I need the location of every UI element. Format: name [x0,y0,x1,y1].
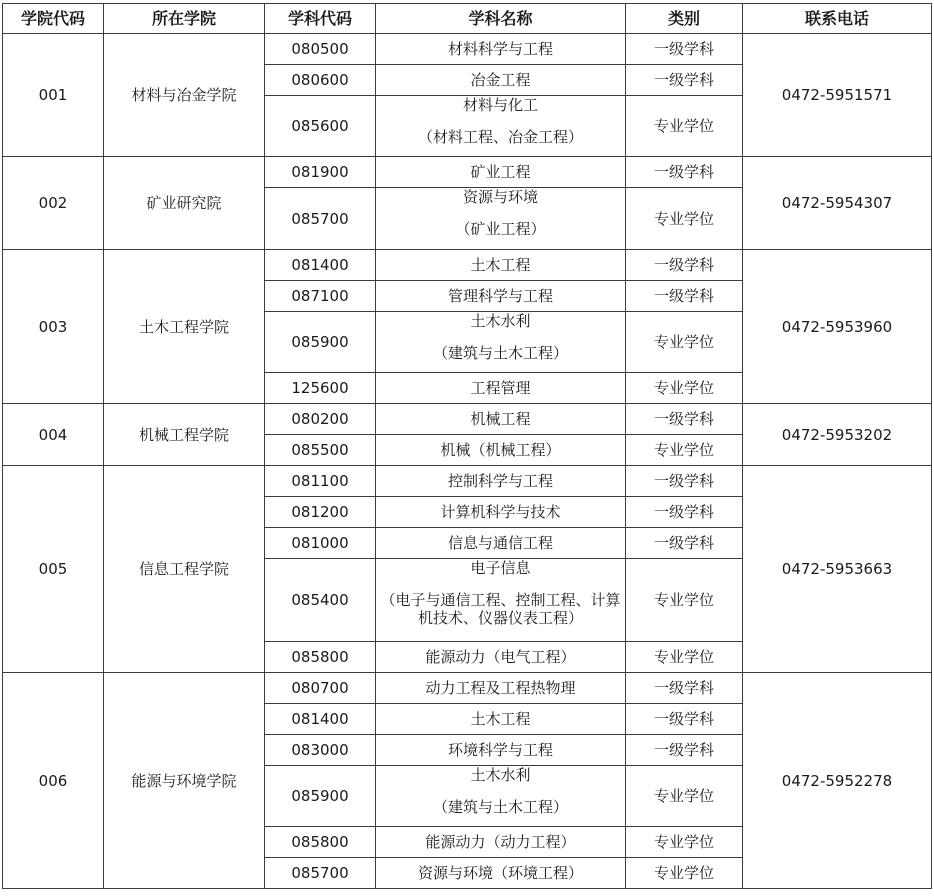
subject-category: 专业学位 [626,435,743,466]
subject-name-cell [376,96,626,157]
college-code: 003 [3,250,104,404]
subject-category: 一级学科 [626,34,743,65]
subject-name-cell [376,34,626,65]
subject-code: 080600 [265,65,376,96]
header-row [3,4,932,34]
subject-name: 能源动力（动力工程） [425,833,576,851]
subject-name-cell [376,188,626,250]
subject-name: 材料与化工 [462,96,538,114]
subject-name-cell [376,704,626,735]
subject-code: 125600 [265,373,376,404]
subject-code: 087100 [265,281,376,312]
subject-code: 081100 [265,466,376,497]
subject-name: 资源与环境（环境工程） [417,864,583,882]
subject-category: 专业学位 [626,642,743,673]
subject-detail: （材料工程、冶金工程） [417,128,583,146]
subject-code: 085700 [265,188,376,250]
subject-category: 专业学位 [626,188,743,250]
college-code: 006 [3,673,104,889]
subject-code: 081400 [265,250,376,281]
subject-name-cell [376,673,626,704]
subject-category: 一级学科 [626,735,743,766]
subject-name: 材料科学与工程 [447,40,553,58]
subject-detail: （建筑与土木工程） [432,344,568,362]
college-name: 信息工程学院 [104,466,265,673]
subject-category: 一级学科 [626,704,743,735]
subject-name-cell [376,497,626,528]
subject-name: 土木工程 [470,256,531,274]
subject-code: 085800 [265,827,376,858]
subject-code: 085400 [265,559,376,642]
subject-name: 环境科学与工程 [447,741,553,759]
table-body [3,34,932,889]
college-phone: 0472-5951571 [743,34,932,157]
subject-name: 土木水利 [470,766,531,784]
subject-name: 能源动力（电气工程） [425,648,576,666]
subject-name-cell [376,435,626,466]
subject-detail: （矿业工程） [455,220,546,238]
header-college-name: 所在学院 [104,4,265,34]
subject-name-cell [376,528,626,559]
college-phone: 0472-5953960 [743,250,932,404]
subject-category: 一级学科 [626,673,743,704]
header-college-code: 学院代码 [3,4,104,34]
subject-category: 一级学科 [626,466,743,497]
subject-name-cell [376,827,626,858]
table-row [3,466,932,497]
subject-name: 电子信息 [470,559,531,577]
table-row [3,34,932,65]
subject-name-cell [376,766,626,827]
subject-name: 动力工程及工程热物理 [425,679,576,697]
subject-name: 信息与通信工程 [447,534,553,552]
subject-name-cell [376,858,626,889]
subject-name: 冶金工程 [470,71,531,89]
subject-code: 081000 [265,528,376,559]
subject-code: 085800 [265,642,376,673]
subject-category: 一级学科 [626,281,743,312]
college-code: 005 [3,466,104,673]
subject-name: 机械工程 [470,410,531,428]
subject-name-cell [376,559,626,642]
subject-category: 专业学位 [626,312,743,373]
subject-category: 专业学位 [626,827,743,858]
subject-name-cell [376,250,626,281]
header-subject-name: 学科名称 [376,4,626,34]
college-code: 002 [3,157,104,250]
subject-name-cell [376,373,626,404]
subject-name-cell [376,735,626,766]
college-name: 矿业研究院 [104,157,265,250]
college-phone: 0472-5954307 [743,157,932,250]
subject-category: 专业学位 [626,559,743,642]
subject-category: 一级学科 [626,404,743,435]
subject-code: 081200 [265,497,376,528]
subject-category: 专业学位 [626,766,743,827]
subject-name-cell [376,157,626,188]
table-row [3,673,932,704]
subject-category: 专业学位 [626,858,743,889]
header-subject-code: 学科代码 [265,4,376,34]
subject-detail: （电子与通信工程、控制工程、计算机技术、仪器仪表工程） [380,591,621,627]
subject-name-cell [376,466,626,497]
subject-category: 一级学科 [626,65,743,96]
subject-category: 一级学科 [626,157,743,188]
subject-code: 085900 [265,766,376,827]
discipline-table [2,3,932,889]
college-phone: 0472-5952278 [743,673,932,889]
subject-code: 083000 [265,735,376,766]
subject-name-cell [376,281,626,312]
college-phone: 0472-5953202 [743,404,932,466]
subject-name: 土木水利 [470,312,531,330]
table-row [3,404,932,435]
subject-name: 土木工程 [470,710,531,728]
college-name: 能源与环境学院 [104,673,265,889]
subject-name-cell [376,65,626,96]
college-code: 004 [3,404,104,466]
subject-category: 一级学科 [626,250,743,281]
subject-name-cell [376,404,626,435]
subject-code: 085700 [265,858,376,889]
subject-name: 资源与环境 [462,188,538,206]
subject-code: 081900 [265,157,376,188]
subject-code: 080200 [265,404,376,435]
subject-name: 计算机科学与技术 [440,503,561,521]
subject-name: 管理科学与工程 [447,287,553,305]
subject-name-cell [376,642,626,673]
subject-code: 080700 [265,673,376,704]
subject-code: 081400 [265,704,376,735]
subject-code: 080500 [265,34,376,65]
table-row [3,157,932,188]
subject-category: 一级学科 [626,497,743,528]
subject-detail: （建筑与土木工程） [432,798,568,816]
header-category: 类别 [626,4,743,34]
subject-code: 085600 [265,96,376,157]
subject-category: 专业学位 [626,96,743,157]
header-phone: 联系电话 [743,4,932,34]
subject-name-cell [376,312,626,373]
college-phone: 0472-5953663 [743,466,932,673]
subject-category: 专业学位 [626,373,743,404]
subject-category: 一级学科 [626,528,743,559]
subject-code: 085900 [265,312,376,373]
subject-code: 085500 [265,435,376,466]
table-row [3,250,932,281]
college-name: 土木工程学院 [104,250,265,404]
college-name: 材料与冶金学院 [104,34,265,157]
subject-name: 工程管理 [470,379,531,397]
subject-name: 机械（机械工程） [440,441,561,459]
college-name: 机械工程学院 [104,404,265,466]
subject-name: 控制科学与工程 [447,472,553,490]
subject-name: 矿业工程 [470,163,531,181]
college-code: 001 [3,34,104,157]
